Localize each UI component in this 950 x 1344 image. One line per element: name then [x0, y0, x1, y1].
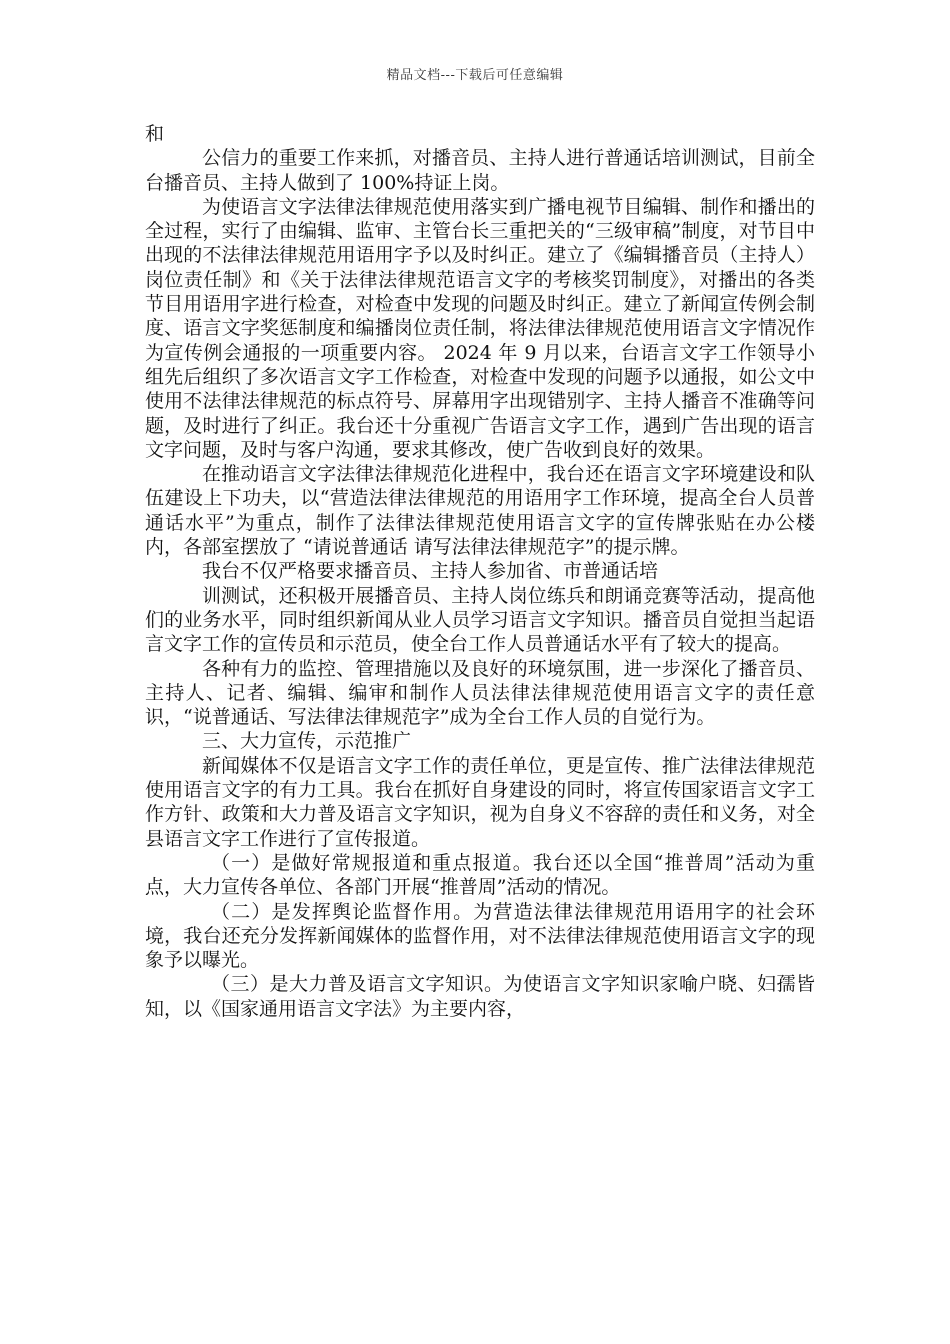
- paragraph: 在推动语言文字法律法律规范化进程中，我台还在语言文字环境建设和队伍建设上下功夫，以“营造法律法律规范的用语用字工作环境，提高全台人员普通话水平”为重点，制作了法律法律规范使用语言文字的宣传牌张贴在办公楼内，各部室摆放了 “请说普通话 请写法律法律规范字”的提示牌。: [145, 463, 815, 559]
- page-header: 精品文档---下载后可任意编辑: [386, 68, 564, 83]
- paragraph: 我台不仅严格要求播音员、主持人参加省、市普通话培: [202, 560, 659, 583]
- document-body: [145, 122, 815, 1021]
- paragraph: 和: [145, 123, 165, 145]
- paragraph: 新闻媒体不仅是语言文字工作的责任单位，更是宣传、推广法律法律规范使用语言文字的有力工具。我台在抓好自身建设的同时，将宣传国家语言文字工作方针、政策和大力普及语言文字知识，视为自身义不容辞的责任和义务，对全县语言文字工作进行了宣传报道。: [145, 754, 815, 850]
- paragraph: （一）是做好常规报道和重点报道。我台还以全国“推普周”活动为重点，大力宣传各单位、各部门开展“推普周”活动的情况。: [145, 851, 815, 899]
- paragraph: 公信力的重要工作来抓，对播音员、主持人进行普通话培训测试，目前全台播音员、主持人做到了 100%持证上岗。: [145, 147, 815, 194]
- section-heading: 三、大力宣传，示范推广: [202, 730, 412, 753]
- paragraph: 各种有力的监控、管理措施以及良好的环境氛围，进一步深化了播音员、主持人、记者、编辑、编审和制作人员法律法律规范使用语言文字的责任意识，“说普通话、写法律法律规范字”成为全台工作人员的自觉行为。: [145, 657, 815, 729]
- paragraph: 为使语言文字法律法律规范使用落实到广播电视节目编辑、制作和播出的全过程，实行了由编辑、监审、主管台长三重把关的“三级审稿”制度，对节目中出现的不法律法律规范用语用字予以及时纠正。建立了《编辑播音员（主持人）岗位责任制》和《关于法律法律规范语言文字的考核奖罚制度》，对播出的各类节目用语用字进行检查，对检查中发现的问题及时纠正。建立了新闻宣传例会制度、语言文字奖惩制度和编播岗位责任制，将法律法律规范使用语言文字情况作为宣传例会通报的一项重要内容。 2024 年 9 月以来，台语言文字工作领导小组先后组织了多次语言文字工作检查，对检查中发现的问题予以通报，如公文中使用不法律法律规范的标点符号、屏幕用字出现错别字、主持人播音不准确等问题，及时进行了纠正。我台还十分重视广告语言文字工作，遇到广告出现的语言文字问题，及时与客户沟通，要求其修改，使广告收到良好的效果。: [145, 195, 815, 461]
- paragraph: （三）是大力普及语言文字知识。为使语言文字知识家喻户晓、妇孺皆知，以《国家通用语言文字法》为主要内容，: [145, 973, 815, 1020]
- paragraph: 训测试，还积极开展播音员、主持人岗位练兵和朗诵竞赛等活动，提高他们的业务水平，同时组织新闻从业人员学习语言文字知识。播音员自觉担当起语言文字工作的宣传员和示范员，使全台工作人员普通话水平有了较大的提高。: [145, 584, 815, 656]
- paragraph: （二）是发挥舆论监督作用。为营造法律法律规范用语用字的社会环境，我台还充分发挥新闻媒体的监督作用，对不法律法律规范使用语言文字的现象予以曝光。: [145, 900, 815, 972]
